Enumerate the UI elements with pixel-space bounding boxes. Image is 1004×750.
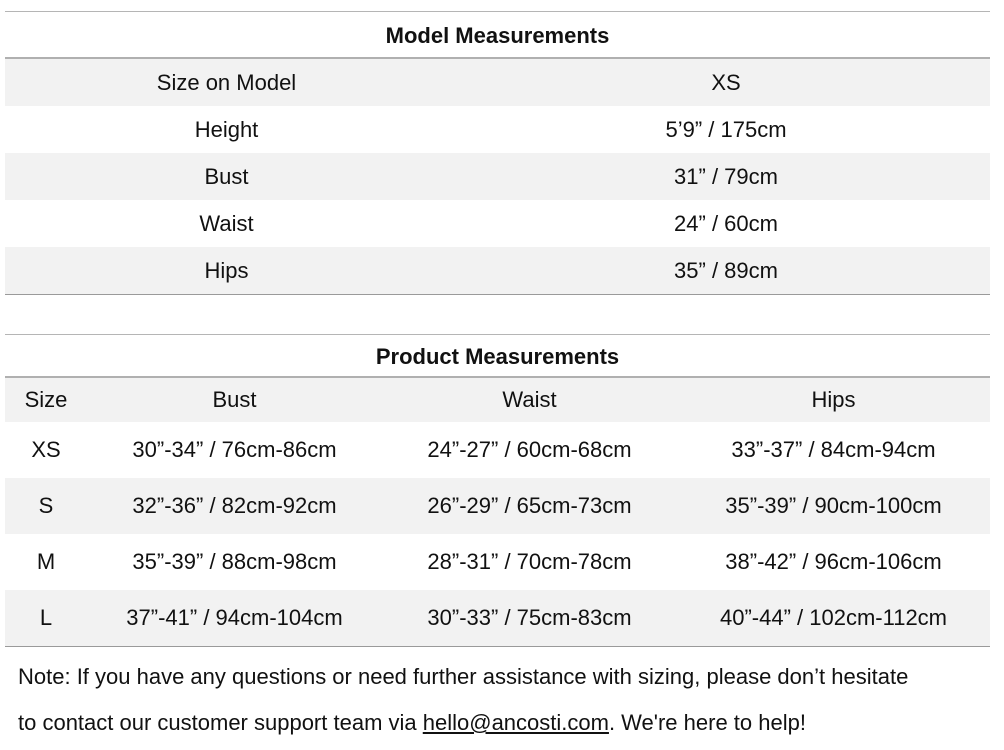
product-row-l — [5, 590, 990, 646]
model-row-label: Bust — [204, 164, 249, 189]
product-table-header-row — [5, 378, 990, 422]
size-cell: XS — [31, 437, 61, 462]
model-row-hips — [5, 247, 990, 294]
hips-cell: 40”-44” / 102cm-112cm — [719, 605, 947, 630]
model-row-value: 24” / 60cm — [674, 211, 778, 236]
sizing-note — [18, 654, 1002, 746]
column-header-waist: Waist — [502, 387, 557, 412]
hips-cell: 35”-39” / 90cm-100cm — [725, 493, 942, 518]
model-row-size — [5, 59, 990, 106]
hips-cell: 38”-42” / 96cm-106cm — [725, 549, 942, 574]
bust-cell: 37”-41” / 94cm-104cm — [126, 605, 343, 630]
model-row-label: Hips — [204, 258, 249, 283]
column-header-bust: Bust — [212, 387, 257, 412]
model-row-value: 5’9” / 175cm — [665, 117, 787, 142]
column-header-size: Size — [24, 387, 68, 412]
size-cell: M — [36, 549, 56, 574]
model-row-value: 35” / 89cm — [674, 258, 778, 283]
hips-cell: 33”-37” / 84cm-94cm — [731, 437, 936, 462]
column-header-hips: Hips — [811, 387, 856, 412]
waist-cell: 26”-29” / 65cm-73cm — [427, 493, 632, 518]
bust-cell: 30”-34” / 76cm-86cm — [132, 437, 337, 462]
note-line-2-prefix: to contact our customer support team via — [18, 710, 423, 735]
product-table-title: Product Measurements — [5, 335, 990, 378]
support-email-link[interactable]: hello@ancosti.com — [422, 710, 609, 735]
model-row-waist — [5, 200, 990, 247]
waist-cell: 24”-27” / 60cm-68cm — [427, 437, 632, 462]
model-row-value: 31” / 79cm — [674, 164, 778, 189]
waist-cell: 30”-33” / 75cm-83cm — [427, 605, 632, 630]
size-cell: S — [38, 493, 54, 518]
note-line-1: Note: If you have any questions or need further assistance with sizing, please don’t hesitate — [18, 664, 909, 689]
product-measurements-table — [5, 334, 990, 647]
product-row-xs — [5, 422, 990, 478]
bust-cell: 35”-39” / 88cm-98cm — [132, 549, 337, 574]
model-row-label: Height — [194, 117, 259, 142]
model-measurements-table — [5, 11, 990, 295]
waist-cell: 28”-31” / 70cm-78cm — [427, 549, 632, 574]
model-row-bust — [5, 153, 990, 200]
note-line-2-suffix: . We're here to help! — [608, 710, 806, 735]
model-row-label: Waist — [199, 211, 254, 236]
bust-cell: 32”-36” / 82cm-92cm — [132, 493, 337, 518]
model-row-height — [5, 106, 990, 153]
model-row-value: XS — [711, 70, 741, 95]
model-table-title: Model Measurements — [5, 12, 990, 59]
size-cell: L — [39, 605, 53, 630]
note-line-2 — [18, 700, 1002, 746]
model-row-label: Size on Model — [156, 70, 297, 95]
product-row-s — [5, 478, 990, 534]
product-row-m — [5, 534, 990, 590]
